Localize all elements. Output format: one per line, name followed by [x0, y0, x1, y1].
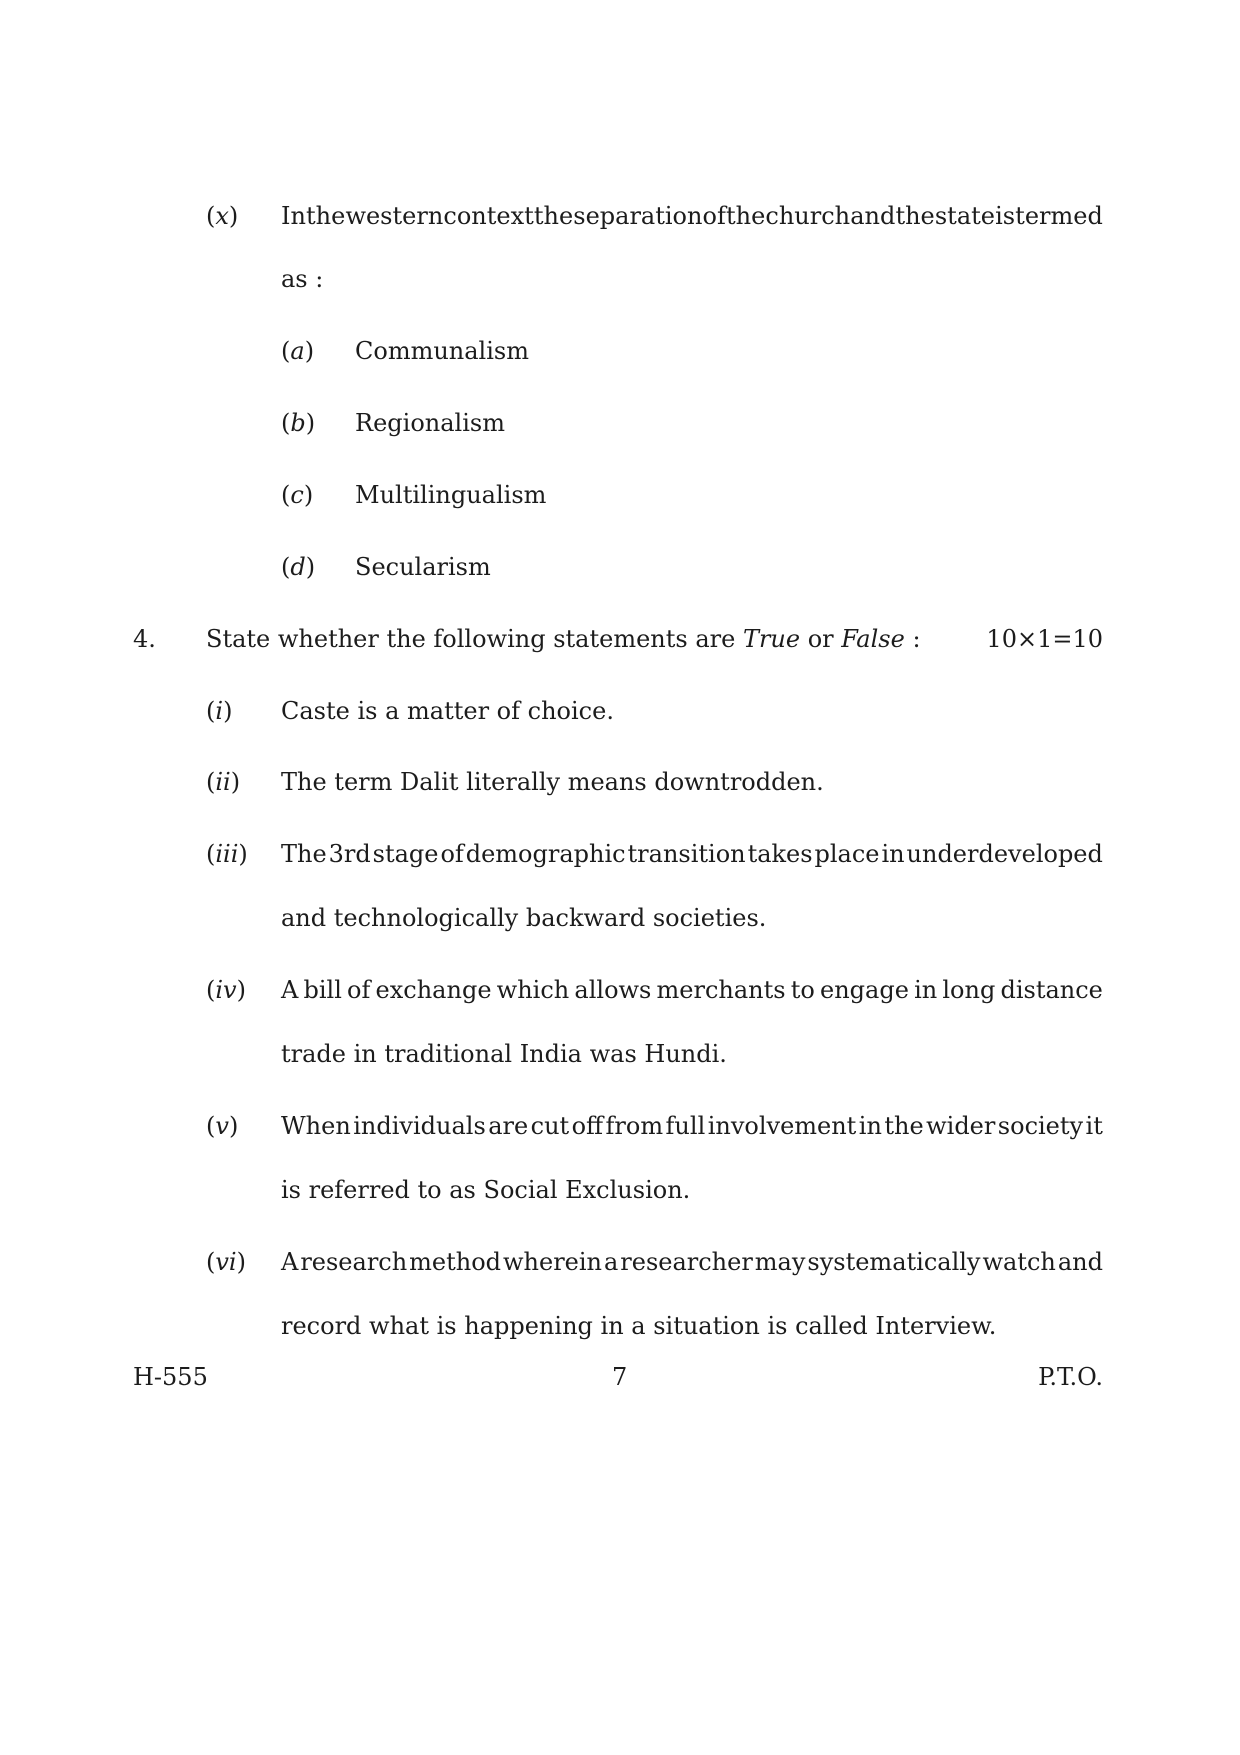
- footer-page-number: 7: [612, 1363, 628, 1391]
- statement-v-line1-word: from: [605, 1112, 664, 1140]
- statement-iii-line2: and technologically backward societies.: [281, 904, 767, 932]
- statement-vi-line1-word: method: [409, 1248, 502, 1276]
- stem-false: False: [841, 625, 905, 653]
- statement-iv-line1-word: of: [347, 976, 371, 1004]
- question-x-line1-word: of: [702, 202, 726, 230]
- option-b-id: b: [290, 409, 306, 437]
- question-x-line1-word: context: [443, 202, 534, 230]
- statement-v-line1-word: society: [997, 1112, 1084, 1140]
- statement-vi-label: (vi): [206, 1248, 246, 1276]
- statement-vi-line2: record what is happening in a situation is called Interview.: [281, 1312, 997, 1340]
- statement-iii-id: iii: [215, 840, 239, 868]
- question-x-line1-word: the: [306, 202, 346, 230]
- question-x-line1-word: separation: [573, 202, 703, 230]
- statement-vi-line1-word: systematically: [807, 1248, 981, 1276]
- statement-vi-line1-word: a: [603, 1248, 619, 1276]
- statement-v-line1-word: individuals: [353, 1112, 486, 1140]
- statement-v-line1-word: it: [1085, 1112, 1103, 1140]
- question-x-line1-word: the: [895, 202, 935, 230]
- statement-v-line1-word: off: [571, 1112, 604, 1140]
- statement-iv-line1-word: which: [496, 976, 570, 1004]
- question-x-line2: as :: [281, 265, 324, 293]
- statement-v-id: v: [215, 1112, 229, 1140]
- option-d-text: Secularism: [355, 553, 491, 581]
- question-x-line1: [281, 201, 1103, 231]
- statement-iii-line1-word: takes: [747, 840, 813, 868]
- statement-vi-line1-word: A: [281, 1248, 299, 1276]
- statement-iii-line1-word: underdeveloped: [906, 840, 1103, 868]
- question-4-number: 4.: [133, 625, 156, 653]
- question-x-line1-word: termed: [1015, 202, 1103, 230]
- statement-v-line2: is referred to as Social Exclusion.: [281, 1176, 691, 1204]
- option-b-text: Regionalism: [355, 409, 505, 437]
- statement-i-line1: Caste is a matter of choice.: [281, 697, 614, 725]
- statement-iv-line1-word: exchange: [375, 976, 492, 1004]
- statement-v-line1-word: involvement: [707, 1112, 857, 1140]
- option-d-label: (d): [281, 553, 316, 581]
- statement-iv-line2: trade in traditional India was Hundi.: [281, 1040, 727, 1068]
- statement-iii-line1-word: place: [814, 840, 880, 868]
- paren-close: ): [228, 202, 239, 230]
- statement-vi-line1: [281, 1247, 1103, 1277]
- question-x-line1-word: is: [995, 202, 1016, 230]
- statement-ii-label: (ii): [206, 768, 241, 796]
- statement-vi-line1-word: research: [300, 1248, 408, 1276]
- statement-i-label: (i): [206, 697, 233, 725]
- statement-v-label: (v): [206, 1112, 239, 1140]
- statement-vi-line1-word: may: [754, 1248, 806, 1276]
- statement-iv-label: (iv): [206, 976, 246, 1004]
- statement-iii-line1-word: 3rd: [328, 840, 371, 868]
- statement-iii-line1-word: of: [440, 840, 464, 868]
- question-x-line1-word: the: [725, 202, 766, 230]
- question-x-id: x: [215, 202, 229, 230]
- statement-v-line1-word: in: [858, 1112, 882, 1140]
- statement-iii-line1-word: demographic: [465, 840, 626, 868]
- question-x-line1-word: the: [533, 202, 574, 230]
- statement-iv-line1-word: to: [790, 976, 815, 1004]
- statement-iii-line1-word: stage: [372, 840, 439, 868]
- statement-v-line1: [281, 1111, 1103, 1141]
- question-x-line1-word: church: [765, 202, 851, 230]
- statement-v-line1-word: When: [281, 1112, 351, 1140]
- footer-pto: P.T.O.: [1038, 1363, 1103, 1391]
- footer-paper-code: H-555: [133, 1363, 208, 1391]
- statement-iv-line1-word: in: [914, 976, 938, 1004]
- statement-iv-line1-word: A: [281, 976, 299, 1004]
- statement-iv-id: iv: [215, 976, 237, 1004]
- statement-iv-line1-word: allows: [574, 976, 652, 1004]
- statement-v-line1-word: full: [665, 1112, 706, 1140]
- option-d-id: d: [290, 553, 306, 581]
- option-c-label: (c): [281, 481, 314, 509]
- statement-vi-line1-word: watch: [982, 1248, 1056, 1276]
- statement-ii-line1: The term Dalit literally means downtrodden.: [281, 768, 824, 796]
- stem-true: True: [742, 625, 801, 653]
- statement-iii-label: (iii): [206, 840, 248, 868]
- statement-iv-line1-word: distance: [1000, 976, 1103, 1004]
- statement-v-line1-word: cut: [530, 1112, 570, 1140]
- question-4-marks: 10×1=10: [986, 625, 1103, 653]
- option-a-label: (a): [281, 337, 315, 365]
- paren-open: (: [206, 202, 216, 230]
- question-x-line1-word: western: [345, 202, 444, 230]
- statement-iii-line1-word: in: [881, 840, 905, 868]
- stem-text: State whether the following statements are: [206, 625, 743, 653]
- statement-vi-id: vi: [215, 1248, 237, 1276]
- statement-ii-id: ii: [215, 768, 231, 796]
- question-4-stem: [206, 624, 921, 654]
- option-b-label: (b): [281, 409, 316, 437]
- option-a-id: a: [290, 337, 305, 365]
- statement-v-line1-word: are: [488, 1112, 529, 1140]
- question-x-line1-word: In: [281, 202, 306, 230]
- question-x-label: [206, 201, 238, 231]
- statement-i-id: i: [215, 697, 224, 725]
- statement-vi-line1-word: researcher: [620, 1248, 753, 1276]
- statement-iv-line1-word: merchants: [656, 976, 786, 1004]
- statement-iv-line1-word: engage: [820, 976, 909, 1004]
- statement-v-line1-word: wider: [926, 1112, 996, 1140]
- option-a-text: Communalism: [355, 337, 529, 365]
- option-c-text: Multilingualism: [355, 481, 547, 509]
- statement-iii-line1-word: transition: [627, 840, 746, 868]
- statement-iii-line1: [281, 839, 1103, 869]
- question-x-line1-word: state: [934, 202, 995, 230]
- statement-iv-line1-word: long: [942, 976, 996, 1004]
- question-x-line1-word: and: [850, 202, 896, 230]
- statement-vi-line1-word: wherein: [503, 1248, 603, 1276]
- stem-or: or: [800, 625, 842, 653]
- statement-vi-line1-word: and: [1057, 1248, 1103, 1276]
- stem-colon: :: [904, 625, 921, 653]
- statement-iv-line1: [281, 975, 1103, 1005]
- statement-iv-line1-word: bill: [303, 976, 342, 1004]
- statement-iii-line1-word: The: [281, 840, 327, 868]
- option-c-id: c: [290, 481, 304, 509]
- statement-v-line1-word: the: [884, 1112, 924, 1140]
